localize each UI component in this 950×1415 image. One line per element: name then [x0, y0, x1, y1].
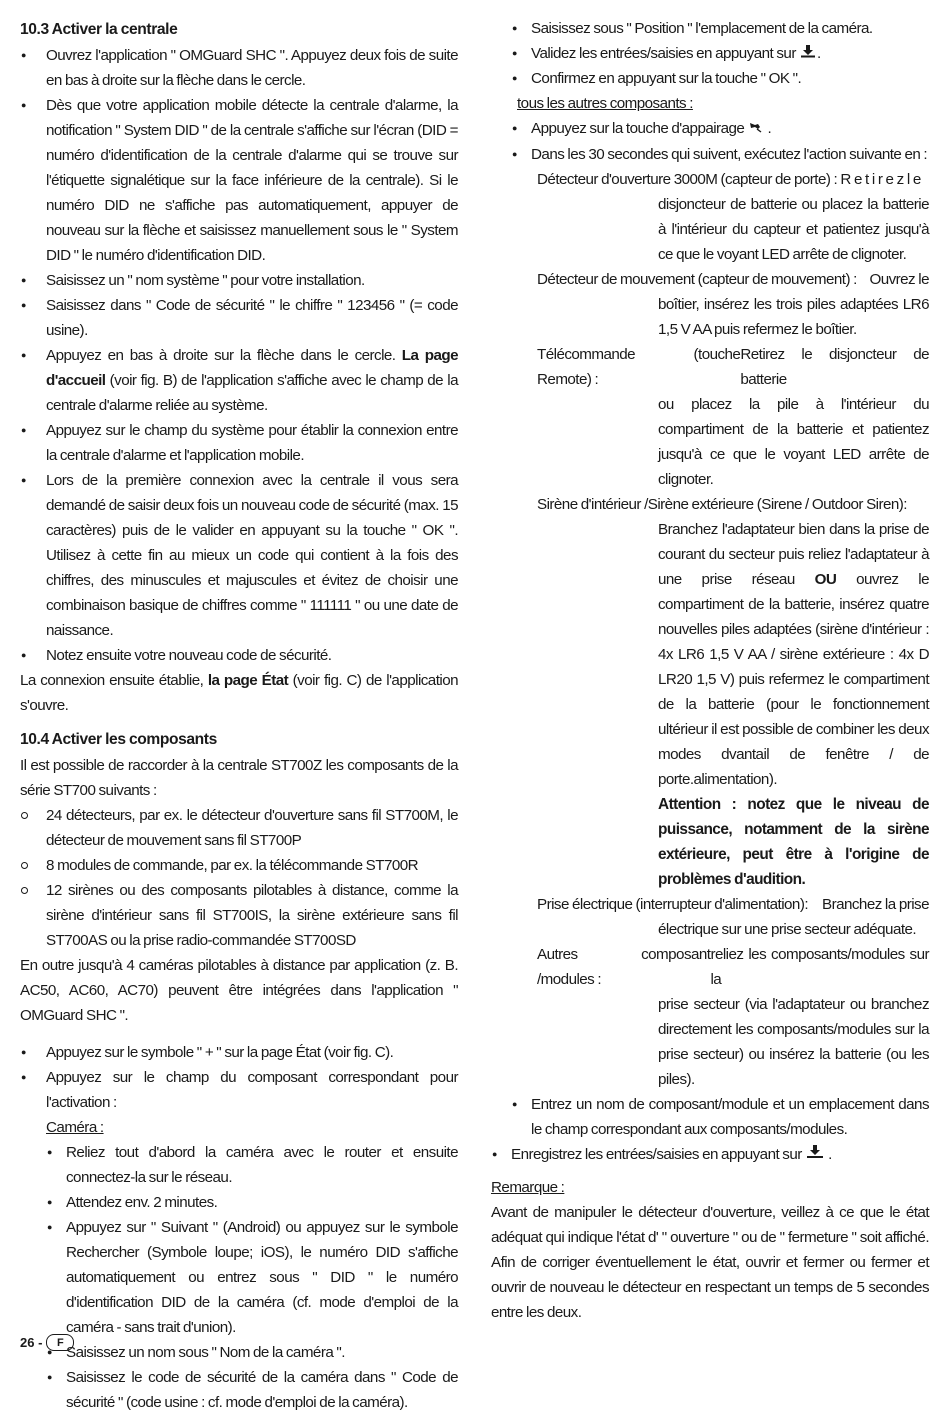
- list-item: ● Notez ensuite votre nouveau code de sécurité.: [20, 643, 458, 668]
- remark-label: Remarque :: [491, 1179, 565, 1197]
- section-heading-activate-hub: 10.3 Activer la centrale: [20, 21, 178, 38]
- list-item: ● Enregistrez les entrées/saisies en appuyant sur .: [491, 1142, 929, 1167]
- list-item: ● Saisissez sous " Position " l'emplacement de la caméra.: [511, 16, 929, 41]
- list-item: ● Ouvrez l'application " OMGuard SHC ". Appuyez deux fois de suite en bas à droite sur la flèche dans le cercle.: [20, 43, 458, 93]
- other-modules-label: Autres composant /modules :: [537, 945, 711, 988]
- components-intro: Il est possible de raccorder à la centrale ST700Z les composants de la série ST700 suivants :: [20, 757, 458, 799]
- save-download-icon: [799, 41, 817, 66]
- connection-note: La connexion ensuite établie, la page État (voir fig. C) de l'application s'ouvre.: [20, 672, 458, 714]
- list-item: ● Appuyez sur le champ du composant correspondant pour l'activation : Caméra : ● Reliez tout d'abord la caméra avec le router et ensuite connectez-la sur le réseau. ● Attendez env. 2 minutes. ● Appuyez sur " Suivant " (Android) ou appuyez sur le symbole Rechercher (Symbole loupe; iOS), le numéro DID s'affiche automatiquement ou entrez sous " DID " le numéro d'identification DID de la caméra (cf. mode d'emploi de la caméra - sans trait d'union). ● Saisissez un nom sous " Nom de la caméra ". ● Saisissez le code de sécurité de la caméra dans " Code de sécurité " (code usine : cf. mode d'emploi de la caméra).: [20, 1065, 458, 1415]
- list-item: 24 détecteurs, par ex. le détecteur d'ouverture sans fil ST700M, le détecteur de mouvement sans fil ST700P: [20, 803, 458, 853]
- list-item: ● Appuyez sur " Suivant " (Android) ou appuyez sur le symbole Rechercher (Symbole loupe; iOS), le numéro DID s'affiche automatiquement ou entrez sous " DID " le numéro d'identification DID de la caméra (cf. mode d'emploi de la caméra - sans trait d'union).: [46, 1215, 458, 1340]
- list-item: ● Dans les 30 secondes qui suivent, exécutez l'action suivante en :: [511, 142, 929, 167]
- list-item: ● Lors de la première connexion avec la centrale il vous sera demandé de saisir deux fois un nouveau code de sécurité (max. 15 caractères) puis de le valider en appuyant su la touche " OK ". Utilisez à cette fin au mieux un code qui contient à la fois des chiffres, des minuscules et majuscules et évitez de choisir une combinaison basique de chiffres comme " 111111 " ou une date de naissance.: [20, 468, 458, 643]
- list-item: ● Confirmez en appuyant sur la touche " OK ".: [511, 66, 929, 91]
- camera-label: Caméra :: [46, 1119, 104, 1136]
- add-component-steps: [20, 1040, 458, 1415]
- list-item: ● Saisissez le code de sécurité de la caméra dans " Code de sécurité " (code usine : cf. mode d'emploi de la caméra).: [46, 1365, 458, 1415]
- list-item: 12 sirènes ou des composants pilotables à distance, comme la sirène d'intérieur sans fil ST700IS, la sirène extérieure sans fil ST700AS ou la prise radio-commandée ST700SD: [20, 878, 458, 953]
- list-item: ● Saisissez un nom sous " Nom de la caméra ".: [46, 1340, 458, 1365]
- plug-instruction: Prise électrique (interrupteur d'alimentation): Branchez la prise électrique sur une prise secteur adéquate.: [537, 892, 929, 942]
- list-item: ● Appuyez sur la touche d'appairage .: [511, 116, 929, 141]
- pairing-hand-icon: [747, 117, 767, 142]
- motion-sensor-instruction: Détecteur de mouvement (capteur de mouvement) : Ouvrez le boîtier, insérez les trois piles adaptées LR6 1,5 V AA puis refermez le boîtier.: [537, 267, 929, 342]
- home-page-emphasis: La page d'accueil: [46, 347, 458, 389]
- save-step: [491, 1142, 929, 1167]
- cameras-note: En outre jusqu'à 4 caméras pilotables à distance par application (z. B. AC50, AC60, AC70) peuvent être intégrées dans l'application " OMGuard SHC ".: [20, 957, 458, 1024]
- other-modules-instruction: Autres composant /modules : reliez les composants/modules sur la prise secteur (via l'adaptateur ou branchez directement les composants/modules sur la prise secteur) ou insérez la batterie (ou les piles).: [537, 942, 929, 1092]
- plug-label: Prise électrique (interrupteur d'alimentation):: [537, 895, 809, 913]
- door-sensor-instruction: Détecteur d'ouverture 3000M (capteur de porte) : R e t i r e z l e disjoncteur de batterie ou placez la batterie à l'intérieur du capteur et patientez jusqu'à ce que le voyant LED arrête de clignoter.: [537, 170, 929, 263]
- list-item: ● Attendez env. 2 minutes.: [46, 1190, 458, 1215]
- list-item: ● Dès que votre application mobile détecte la centrale d'alarme, la notification " System DID " de la centrale s'affiche sur l'écran (DID = numéro d'identification de la centrale d'alarme qui se trouve sur l'étiquette signalétique sur la face inférieure de la centrale). Si le numéro DID ne s'affiche pas automatiquement, appuyer de nouveau sur la flèche et saisissez manuellement sous le " System DID " le numéro d'identification DID.: [20, 93, 458, 268]
- list-item: ● Appuyez sur le symbole " + " sur la page État (voir fig. C).: [20, 1040, 458, 1065]
- list-item: ● Appuyez sur le champ du système pour établir la connexion entre la centrale d'alarme et l'application mobile.: [20, 418, 458, 468]
- other-components-steps: [511, 116, 929, 166]
- remote-label: Télécommande (touche Remote) :: [537, 345, 741, 388]
- component-types-list: [20, 803, 458, 953]
- section-heading-activate-components: 10.4 Activer les composants: [20, 731, 217, 748]
- language-badge: F: [46, 1334, 74, 1351]
- siren-label: Sirène d'intérieur /Sirène extérieure (Sirene / Outdoor Siren):: [537, 495, 907, 513]
- page-number: 26 -: [20, 1335, 43, 1350]
- remark-text: Avant de manipuler le détecteur d'ouverture, veillez à ce que le état adéquat qui indique l'état d' " ouverture " ou de " fermeture " soit affiché. Afin de corriger éventuellement le état, ouvrir et fermer ou fermer et ouvrir de nouveau le détecteur en respectant un temps de 5 secondes entre les deux.: [491, 1204, 929, 1322]
- list-item: ● Reliez tout d'abord la caméra avec le router et ensuite connectez-la sur le réseau.: [46, 1140, 458, 1190]
- list-item: ● Saisissez un " nom système " pour votre installation.: [20, 268, 458, 293]
- camera-steps: [46, 1140, 458, 1415]
- other-components-label: tous les autres composants :: [517, 95, 693, 113]
- page-footer: [20, 1334, 74, 1351]
- activate-hub-steps: [20, 43, 458, 668]
- save-download-icon: [805, 1142, 825, 1167]
- list-item: 8 modules de commande, par ex. la télécommande ST700R: [20, 853, 458, 878]
- right-column: [491, 16, 929, 1325]
- left-column: [20, 16, 458, 1415]
- status-page-emphasis: la page État: [207, 672, 289, 689]
- list-item: ● Appuyez en bas à droite sur la flèche dans le cercle. La page d'accueil (voir fig. B) de l'application s'affiche avec le champ de la centrale d'alarme reliée au système.: [20, 343, 458, 418]
- motion-sensor-label: Détecteur de mouvement (capteur de mouvement) :: [537, 270, 857, 288]
- camera-steps-continued: [511, 16, 929, 91]
- door-sensor-label: Détecteur d'ouverture 3000M (capteur de porte) :: [537, 170, 838, 188]
- list-item: ● Entrez un nom de composant/module et un emplacement dans le champ correspondant aux composants/modules.: [511, 1092, 929, 1142]
- name-step: [511, 1092, 929, 1142]
- remote-instruction: Télécommande (touche Remote) : Retirez le disjoncteur de batterie ou placez la pile à l'intérieur du compartiment de la batterie et patientez jusqu'à ce que le voyant LED arrête de clignoter.: [537, 342, 929, 492]
- list-item: ● Validez les entrées/saisies en appuyant sur .: [511, 41, 929, 66]
- warning-note: Attention : notez que le niveau de puissance, notamment de la sirène extérieure, peut être à l'origine de problèmes d'audition.: [658, 795, 929, 888]
- list-item: ● Saisissez dans " Code de sécurité " le chiffre " 123456 " (= code usine).: [20, 293, 458, 343]
- siren-instruction: Sirène d'intérieur /Sirène extérieure (Sirene / Outdoor Siren): Branchez l'adaptateur bien dans la prise de courant du secteur puis reliez l'adaptateur à une prise réseau OU ouvrez le compartiment de la batterie, insérez quatre nouvelles piles adaptées (sirène d'intérieur : 4x LR6 1,5 V AA / sirène extérieure : 4x D LR20 1,5 V) puis refermez le compartiment de la batterie (pour le fonctionnement ultérieur il est possible de combiner les deux modes dvantail de fenêtre / de porte.alimentation).: [537, 492, 929, 792]
